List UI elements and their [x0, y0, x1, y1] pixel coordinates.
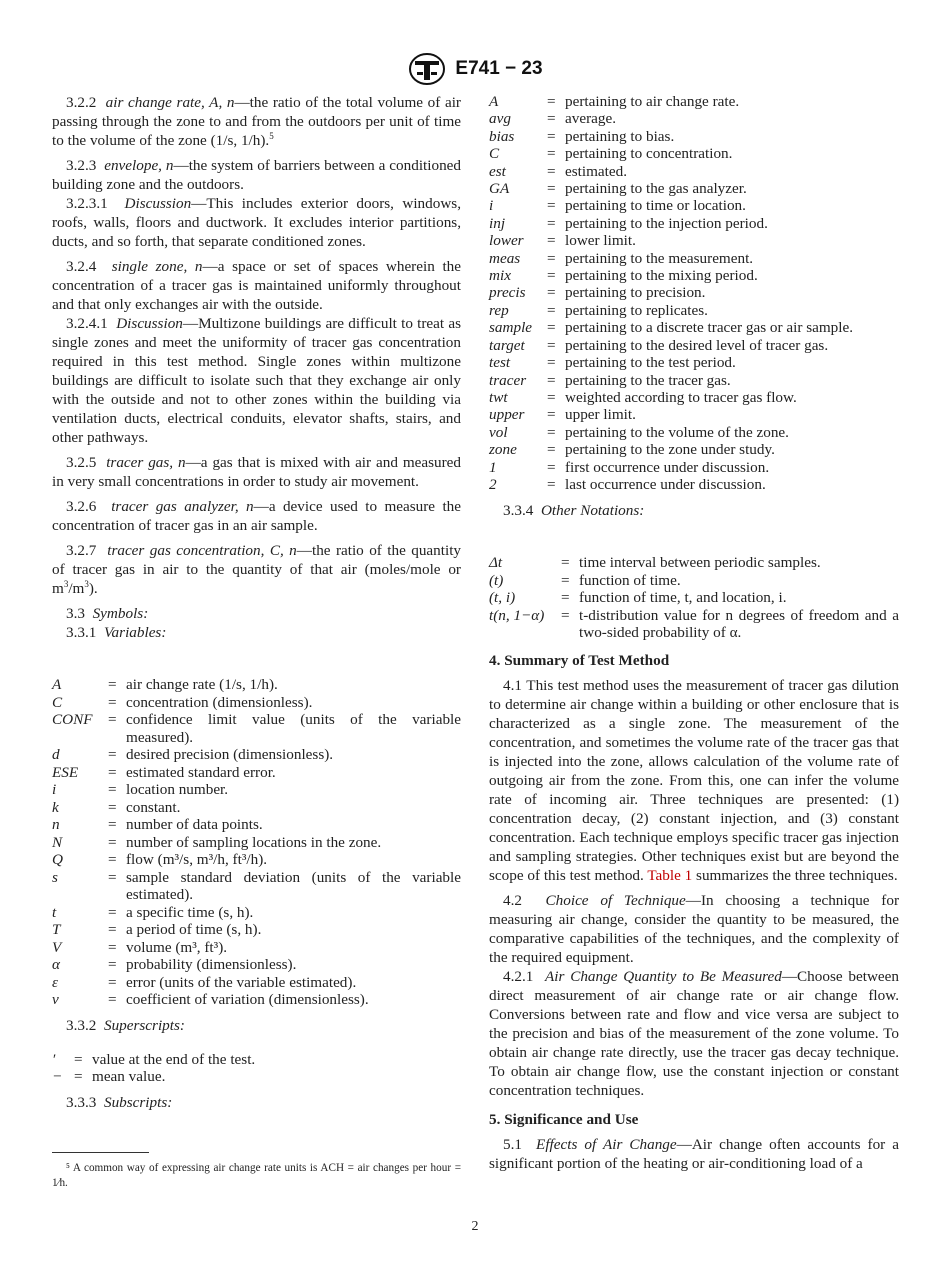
subscript-definition: estimated. — [565, 162, 627, 180]
footnote-ref: 5 — [269, 130, 274, 141]
variable-definition: sample standard deviation (units of the variable estimated). — [126, 868, 461, 903]
definition-3-2-3: 3.2.3 envelope, n—the system of barriers between a conditioned building zone and the outdoors. — [52, 157, 462, 193]
standard-code: E741 − 23 — [455, 58, 543, 79]
heading-3-3-3: 3.3.3 Subscripts: — [66, 1093, 173, 1111]
subscript-symbol: zone — [489, 441, 517, 459]
subscript-equals: = — [547, 301, 556, 319]
variable-symbol: T — [52, 921, 61, 938]
variable-definition: probability (dimensionless). — [126, 956, 297, 973]
subscript-symbol: GA — [489, 180, 510, 198]
variable-symbol: i — [52, 781, 57, 798]
subscript-equals: = — [547, 145, 556, 163]
variable-definition: coefficient of variation (dimensionless). — [126, 991, 369, 1008]
section-4-heading: 4. Summary of Test Method — [489, 652, 670, 670]
subscript-equals: = — [547, 371, 556, 389]
variable-equals: = — [108, 711, 117, 728]
subscript-definition: pertaining to the test period. — [565, 354, 736, 372]
variable-symbol: N — [52, 833, 63, 851]
astm-logo-icon — [407, 52, 447, 86]
heading-3-3-1: 3.3.1 Variables: — [66, 624, 167, 641]
subscript-equals: = — [547, 475, 556, 493]
subscript-equals: = — [547, 180, 556, 198]
variable-symbol: t — [52, 903, 57, 921]
left-column — [52, 93, 461, 1118]
subscript-symbol: 1 — [489, 458, 497, 476]
subscript-definition: pertaining to the volume of the zone. — [565, 423, 789, 441]
variable-definition: a specific time (s, h). — [126, 903, 254, 921]
variable-definition: confidence limit value (units of the variable measured). — [126, 711, 461, 746]
subscript-equals: = — [547, 232, 556, 250]
subscript-equals: = — [547, 197, 556, 215]
notation-definition: function of time, t, and location, i. — [579, 589, 787, 607]
variable-equals: = — [108, 746, 117, 763]
variable-definition: flow (m³/s, m³/h, ft³/h). — [126, 851, 268, 868]
notation-definition: time interval between periodic samples. — [579, 554, 821, 572]
superscript-definition: mean value. — [92, 1068, 166, 1085]
variable-equals: = — [108, 693, 117, 711]
discussion-3-2-3-1: 3.2.3.1 Discussion—This includes exterior doors, windows, roofs, walls, floors and ductwork. It excludes interior partitions, ducts, and so forth, that separate conditioned zones. — [52, 195, 461, 250]
variable-symbol: V — [52, 938, 62, 956]
subscript-definition: pertaining to concentration. — [565, 145, 733, 163]
variable-equals: = — [108, 763, 117, 781]
variable-definition: error (units of the variable estimated). — [126, 973, 357, 991]
subscript-symbol: sample — [489, 319, 533, 337]
variable-symbol: Q — [52, 851, 63, 868]
subscript-equals: = — [547, 284, 556, 302]
subscript-definition: pertaining to time or location. — [565, 197, 746, 215]
variable-symbol: ESE — [52, 763, 79, 781]
variable-symbol: k — [52, 798, 59, 816]
variable-definition: estimated standard error. — [126, 763, 276, 781]
definition-3-2-4: 3.2.4 single zone, n—a space or set of spaces wherein the concentration of a tracer gas is maintained uniformly throughout and that only exchanges air with the outside. — [52, 258, 461, 313]
subscript-symbol: precis — [489, 284, 526, 302]
variable-definition: desired precision (dimensionless). — [126, 746, 334, 763]
definition-3-2-6: 3.2.6 tracer gas analyzer, n—a device used to measure the concentration of tracer gas in an air sample. — [52, 498, 461, 534]
subscript-equals: = — [547, 336, 556, 354]
subscript-symbol: C — [489, 145, 500, 163]
notation-symbol: (t) — [489, 571, 504, 589]
superscripts-list — [52, 1051, 461, 1086]
variable-definition: concentration (dimensionless). — [126, 693, 313, 711]
notation-equals: = — [561, 606, 570, 624]
subscript-symbol: est — [489, 162, 506, 180]
variable-equals: = — [108, 973, 117, 991]
variable-definition: location number. — [126, 781, 229, 798]
subscript-equals: = — [547, 110, 556, 128]
variable-equals: = — [108, 833, 117, 851]
notation-equals: = — [561, 571, 570, 589]
table-1-link[interactable]: Table 1 — [647, 867, 693, 885]
subscript-symbol: upper — [489, 406, 525, 424]
subscript-equals: = — [547, 127, 556, 145]
subscript-equals: = — [547, 214, 556, 232]
subscript-equals: = — [547, 458, 556, 476]
variable-equals: = — [108, 676, 117, 693]
variable-symbol: d — [52, 746, 60, 763]
subscript-definition: weighted according to tracer gas flow. — [565, 388, 797, 406]
subscript-symbol: A — [489, 93, 499, 110]
subscript-definition: pertaining to the measurement. — [565, 249, 754, 267]
heading-3-3-2: 3.3.2 Superscripts: — [66, 1016, 185, 1034]
paragraph-4-2: 4.2 Choice of Technique—In choosing a technique for measuring air change, consider the quantity to be measured, the comparative capabilities of the techniques, and the complexity of the required equipment. — [489, 892, 900, 967]
subscript-symbol: test — [489, 354, 511, 372]
subscript-symbol: mix — [489, 267, 511, 285]
variable-definition: number of data points. — [126, 816, 263, 833]
subscript-equals: = — [547, 354, 556, 372]
subscripts-list — [489, 93, 899, 493]
definition-3-2-7: 3.2.7 tracer gas concentration, C, n—the ratio of the quantity of tracer gas in air to the quantity of that air (moles/mole or $m^3/m^3$). — [52, 542, 462, 597]
subscript-equals: = — [547, 441, 556, 459]
notation-equals: = — [561, 554, 570, 572]
subscript-definition: pertaining to the gas analyzer. — [565, 180, 747, 198]
variable-definition: a period of time (s, h). — [126, 921, 262, 938]
superscript-symbol: ′ — [52, 1050, 56, 1068]
subscript-symbol: target — [489, 336, 525, 354]
subscript-equals: = — [547, 406, 556, 424]
variable-symbol: CONF — [52, 711, 93, 728]
superscript-definition: value at the end of the test. — [92, 1050, 256, 1068]
variable-symbol: ν — [52, 991, 59, 1008]
subscript-symbol: lower — [489, 232, 524, 250]
variable-equals: = — [108, 816, 117, 833]
variable-symbol: C — [52, 693, 63, 711]
variable-equals: = — [108, 798, 117, 816]
subscript-definition: pertaining to the desired level of tracer gas. — [565, 336, 829, 354]
variable-equals: = — [108, 921, 117, 938]
definition-3-2-2: 3.2.2 air change rate, A, n—the ratio of the total volume of air passing through the zone to and from the outdoors per unit of time to the volume of the zone (1/s, 1/h).$^5$ — [52, 94, 461, 149]
subscript-definition: pertaining to the mixing period. — [565, 267, 758, 285]
variables-list — [52, 676, 461, 1009]
variable-equals: = — [108, 868, 117, 886]
subscript-definition: pertaining to the tracer gas. — [565, 371, 731, 389]
subscript-definition: pertaining to a discrete tracer gas or air sample. — [565, 319, 854, 337]
subscript-symbol: tracer — [489, 371, 527, 389]
subscript-symbol: 2 — [489, 475, 497, 493]
definition-3-2-5: 3.2.5 tracer gas, n—a gas that is mixed with air and measured in very small concentrations in order to study air movement. — [52, 454, 462, 490]
variable-equals: = — [108, 938, 117, 956]
footnote-5: ⁵ A common way of expressing air change rate units is ACH = air changes per hour = 1⁄h. — [52, 1162, 461, 1189]
variable-symbol: A — [52, 676, 62, 693]
subscript-definition: first occurrence under discussion. — [565, 458, 770, 476]
subscript-equals: = — [547, 388, 556, 406]
subscript-equals: = — [547, 249, 556, 267]
section-5-heading: 5. Significance and Use — [489, 1111, 639, 1129]
notation-definition: function of time. — [579, 571, 681, 589]
subscript-equals: = — [547, 319, 556, 337]
subscript-symbol: meas — [489, 249, 521, 267]
variable-equals: = — [108, 781, 117, 798]
subscript-definition: pertaining to air change rate. — [565, 93, 740, 110]
subscript-definition: lower limit. — [565, 232, 636, 250]
notation-definition: t-distribution value for n degrees of freedom and a two-sided probability of α. — [579, 606, 899, 641]
variable-symbol: ε — [52, 973, 58, 991]
variable-definition: air change rate (1/s, 1/h). — [126, 676, 278, 693]
paragraph-5-1: 5.1 Effects of Air Change—Air change often accounts for a significant portion of the heating or air-conditioning load of a — [489, 1136, 900, 1173]
subscript-symbol: inj — [489, 214, 506, 232]
variable-equals: = — [108, 991, 117, 1008]
paragraph-4-1: 4.1 This test method uses the measurement of tracer gas dilution to determine air change within a building or other enclosure that is characterized as a single zone. The measurement of the concentration, and sometimes the volume rate of the tracer gas that is injected into the zone, allows calculation of the volume rate of outgoing air from the zone. From this, one can infer the volume rate of incoming air. Three techniques are presented: (1) concentration decay, (2) constant injection, and (3) constant concentration. Each technique employs specific tracer gas injection and sampling strategies. Other techniques exist but are beyond the scope of this test method. Table 1 summarizes the three techniques. — [489, 677, 900, 885]
right-column — [489, 93, 899, 1179]
subscript-equals: = — [547, 423, 556, 441]
notation-symbol: t(n, 1−α) — [489, 606, 545, 624]
variable-symbol: α — [52, 956, 60, 973]
variable-symbol: n — [52, 816, 60, 833]
heading-3-3: 3.3 Symbols: — [66, 605, 149, 622]
subscript-equals: = — [547, 267, 556, 285]
subscript-symbol: twt — [489, 388, 508, 406]
subscript-definition: pertaining to bias. — [565, 127, 675, 145]
footnote-divider — [52, 1152, 149, 1153]
subscript-definition: upper limit. — [565, 406, 636, 424]
variable-definition: volume (m³, ft³). — [126, 938, 228, 956]
subscript-symbol: vol — [489, 423, 508, 441]
subscript-definition: average. — [565, 110, 617, 128]
subscript-definition: pertaining to the zone under study. — [565, 441, 775, 459]
page-number: 2 — [471, 1219, 479, 1234]
heading-3-3-4: 3.3.4 Other Notations: — [503, 502, 645, 520]
paragraph-4-2-1: 4.2.1 Air Change Quantity to Be Measured—Choose between direct measurement of air change rate or air change flow. Conversions between rate and flow and vice versa are subject to the precision and bias of the measurement of the zone volume. To obtain air change rate directly, use the tracer gas decay technique. To obtain air change flow, use the constant injection or constant concentration techniques. — [489, 968, 899, 1100]
subscript-symbol: avg — [489, 110, 511, 128]
discussion-3-2-4-1: 3.2.4.1 Discussion—Multizone buildings are difficult to treat as single zones and meet the uniformity of tracer gas concentration required in this test method. Single zones within multizone buildings are difficult to isolate such that they exchange air only with the outside and not to other zones within the building via ventilation ducts, electrical conduits, elevator shafts, stairs, and other pathways. — [52, 315, 462, 446]
notation-symbol: Δt — [489, 554, 503, 572]
variable-equals: = — [108, 851, 117, 868]
superscript-equals: = — [74, 1050, 83, 1068]
variable-equals: = — [108, 903, 117, 921]
superscript-symbol: − — [52, 1068, 63, 1085]
notation-equals: = — [561, 589, 570, 607]
subscript-equals: = — [547, 162, 556, 180]
notation-symbol: (t, i) — [489, 589, 516, 607]
subscript-definition: pertaining to replicates. — [565, 301, 708, 319]
subscript-symbol: i — [489, 197, 494, 215]
superscript-equals: = — [74, 1068, 83, 1085]
subscript-definition: last occurrence under discussion. — [565, 475, 766, 493]
other-notations-list — [489, 554, 899, 641]
variable-equals: = — [108, 956, 117, 973]
variable-definition: number of sampling locations in the zone. — [126, 833, 382, 851]
subscript-definition: pertaining to precision. — [565, 284, 706, 302]
variable-symbol: s — [52, 868, 58, 886]
page-header — [0, 52, 950, 86]
subscript-definition: pertaining to the injection period. — [565, 214, 768, 232]
variable-definition: constant. — [126, 798, 181, 816]
subscript-equals: = — [547, 93, 556, 110]
subscript-symbol: rep — [489, 301, 509, 319]
subscript-symbol: bias — [489, 127, 515, 145]
